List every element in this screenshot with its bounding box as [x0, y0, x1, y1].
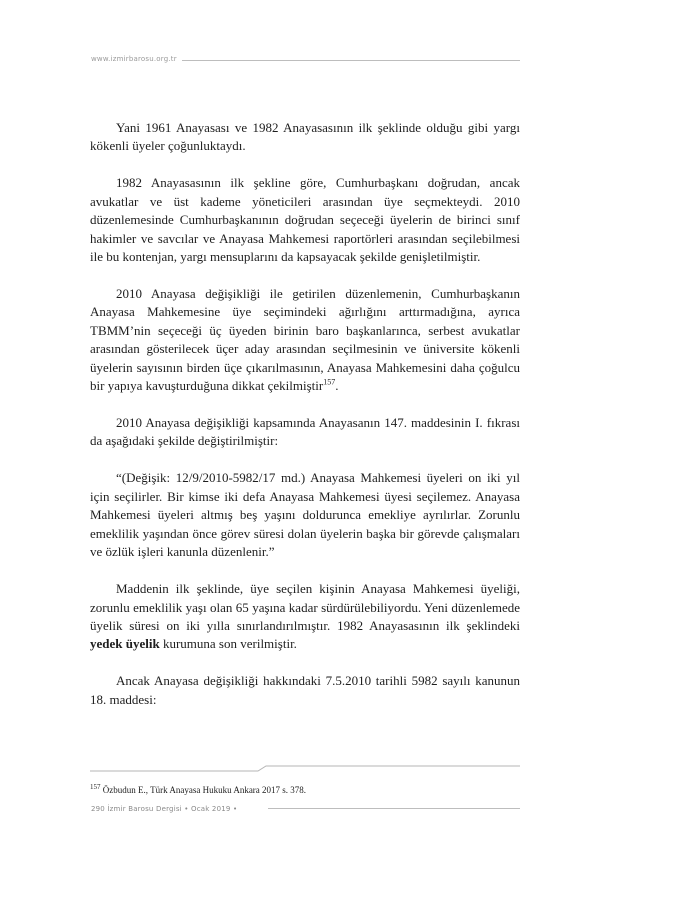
- footer-rule: [268, 808, 520, 809]
- paragraph-5-text: “(Değişik: 12/9/2010-5982/17 md.) Anayasa Mahkemesi üyeleri on iki yıl için seçilirler. Bir kimse iki defa Anayasa Mahkemesi üyesi seçilemez. Anayasa Mahkemesi üyeleri altmış beş yaşını doldurunca emekliye ayrılırlar. Zorunlu emeklilik yaşından önce görev süresi dolan üyelerin başka bir görevde çalışmaları ve özlük işleri kanunla düzenlenir.”: [90, 470, 520, 560]
- paragraph-1-text: Yani 1961 Anayasası ve 1982 Anayasasının ilk şeklinde olduğu gibi yargı kökenli üyeler çoğunluktaydı.: [90, 120, 520, 154]
- paragraph-2: [90, 174, 520, 266]
- footnote-text: Özbudun E., Türk Anayasa Hukuku Ankara 2017 s. 378.: [102, 785, 307, 795]
- paragraph-4: [90, 414, 520, 451]
- paragraph-7-text: Ancak Anayasa değişikliği hakkındaki 7.5.2010 tarihli 5982 sayılı kanunun 18. maddesi:: [90, 673, 520, 707]
- footnote-number: 157: [90, 783, 101, 791]
- footnote: [90, 785, 520, 795]
- footer-text: 290 İzmir Barosu Dergisi • Ocak 2019 •: [91, 805, 238, 813]
- paragraph-7: [90, 672, 520, 709]
- paragraph-2-text: 1982 Anayasasının ilk şekline göre, Cumhurbaşkanı doğrudan, ancak avukatlar ve üst kademe yöneticileri arasından üye seçmekteydi. 2010 düzenlemesinde Cumhurbaşkanının doğrudan seçeceği üyelerin de birinci sınıf hakimler ve savcılar ve Anayasa Mahkemesi raportörleri arasından seçilebilmesi ile bu kontenjan, yargı mensuplarını da kapsayacak şekilde genişletilmiştir.: [90, 175, 520, 265]
- body-text: [90, 119, 520, 728]
- paragraph-5-quote: [90, 469, 520, 561]
- footnote-divider: [90, 765, 520, 775]
- paragraph-1: [90, 119, 520, 156]
- footnote-ref: 157: [323, 377, 336, 387]
- bold-term: yedek üyelik: [90, 636, 160, 652]
- header-rule: [182, 60, 520, 61]
- paragraph-3: [90, 285, 520, 395]
- paragraph-3-end: .: [335, 378, 339, 394]
- paragraph-3-text: 2010 Anayasa değişikliği ile getirilen düzenlemenin, Cumhurbaşkanın Anayasa Mahkemesine üye seçimindeki ağırlığını arttırmadığına, ayrıca TBMM’nin seçeceği üç üyeden birinin baro başkanlarınca, serbest avukatlar arasından gösterilecek üçer aday arasından seçilmesinin ve üniversite kökenli üyelerin sayısının birden üçe çıkarılmasının, Anayasa Mahkemesini daha çoğulcu bir yapıya kavuşturduğuna dikkat çekilmiştir: [90, 286, 520, 394]
- header-url: www.izmirbarosu.org.tr: [91, 55, 177, 63]
- paragraph-6: [90, 580, 520, 654]
- paragraph-4-text: 2010 Anayasa değişikliği kapsamında Anayasanın 147. maddesinin I. fıkrası da aşağıdaki şekilde değiştirilmiştir:: [90, 415, 520, 449]
- paragraph-6-text: Maddenin ilk şeklinde, üye seçilen kişinin Anayasa Mahkemesi üyeliği, zorunlu emeklilik yaşı olan 65 yaşına kadar sürdürülebiliyordu. Yeni düzenlemede üyelik süresi on iki yılla sınırlandırılmıştır. 1982 Anayasasının ilk şeklindeki: [90, 581, 520, 633]
- paragraph-6-end: kurumuna son verilmiştir.: [159, 636, 297, 652]
